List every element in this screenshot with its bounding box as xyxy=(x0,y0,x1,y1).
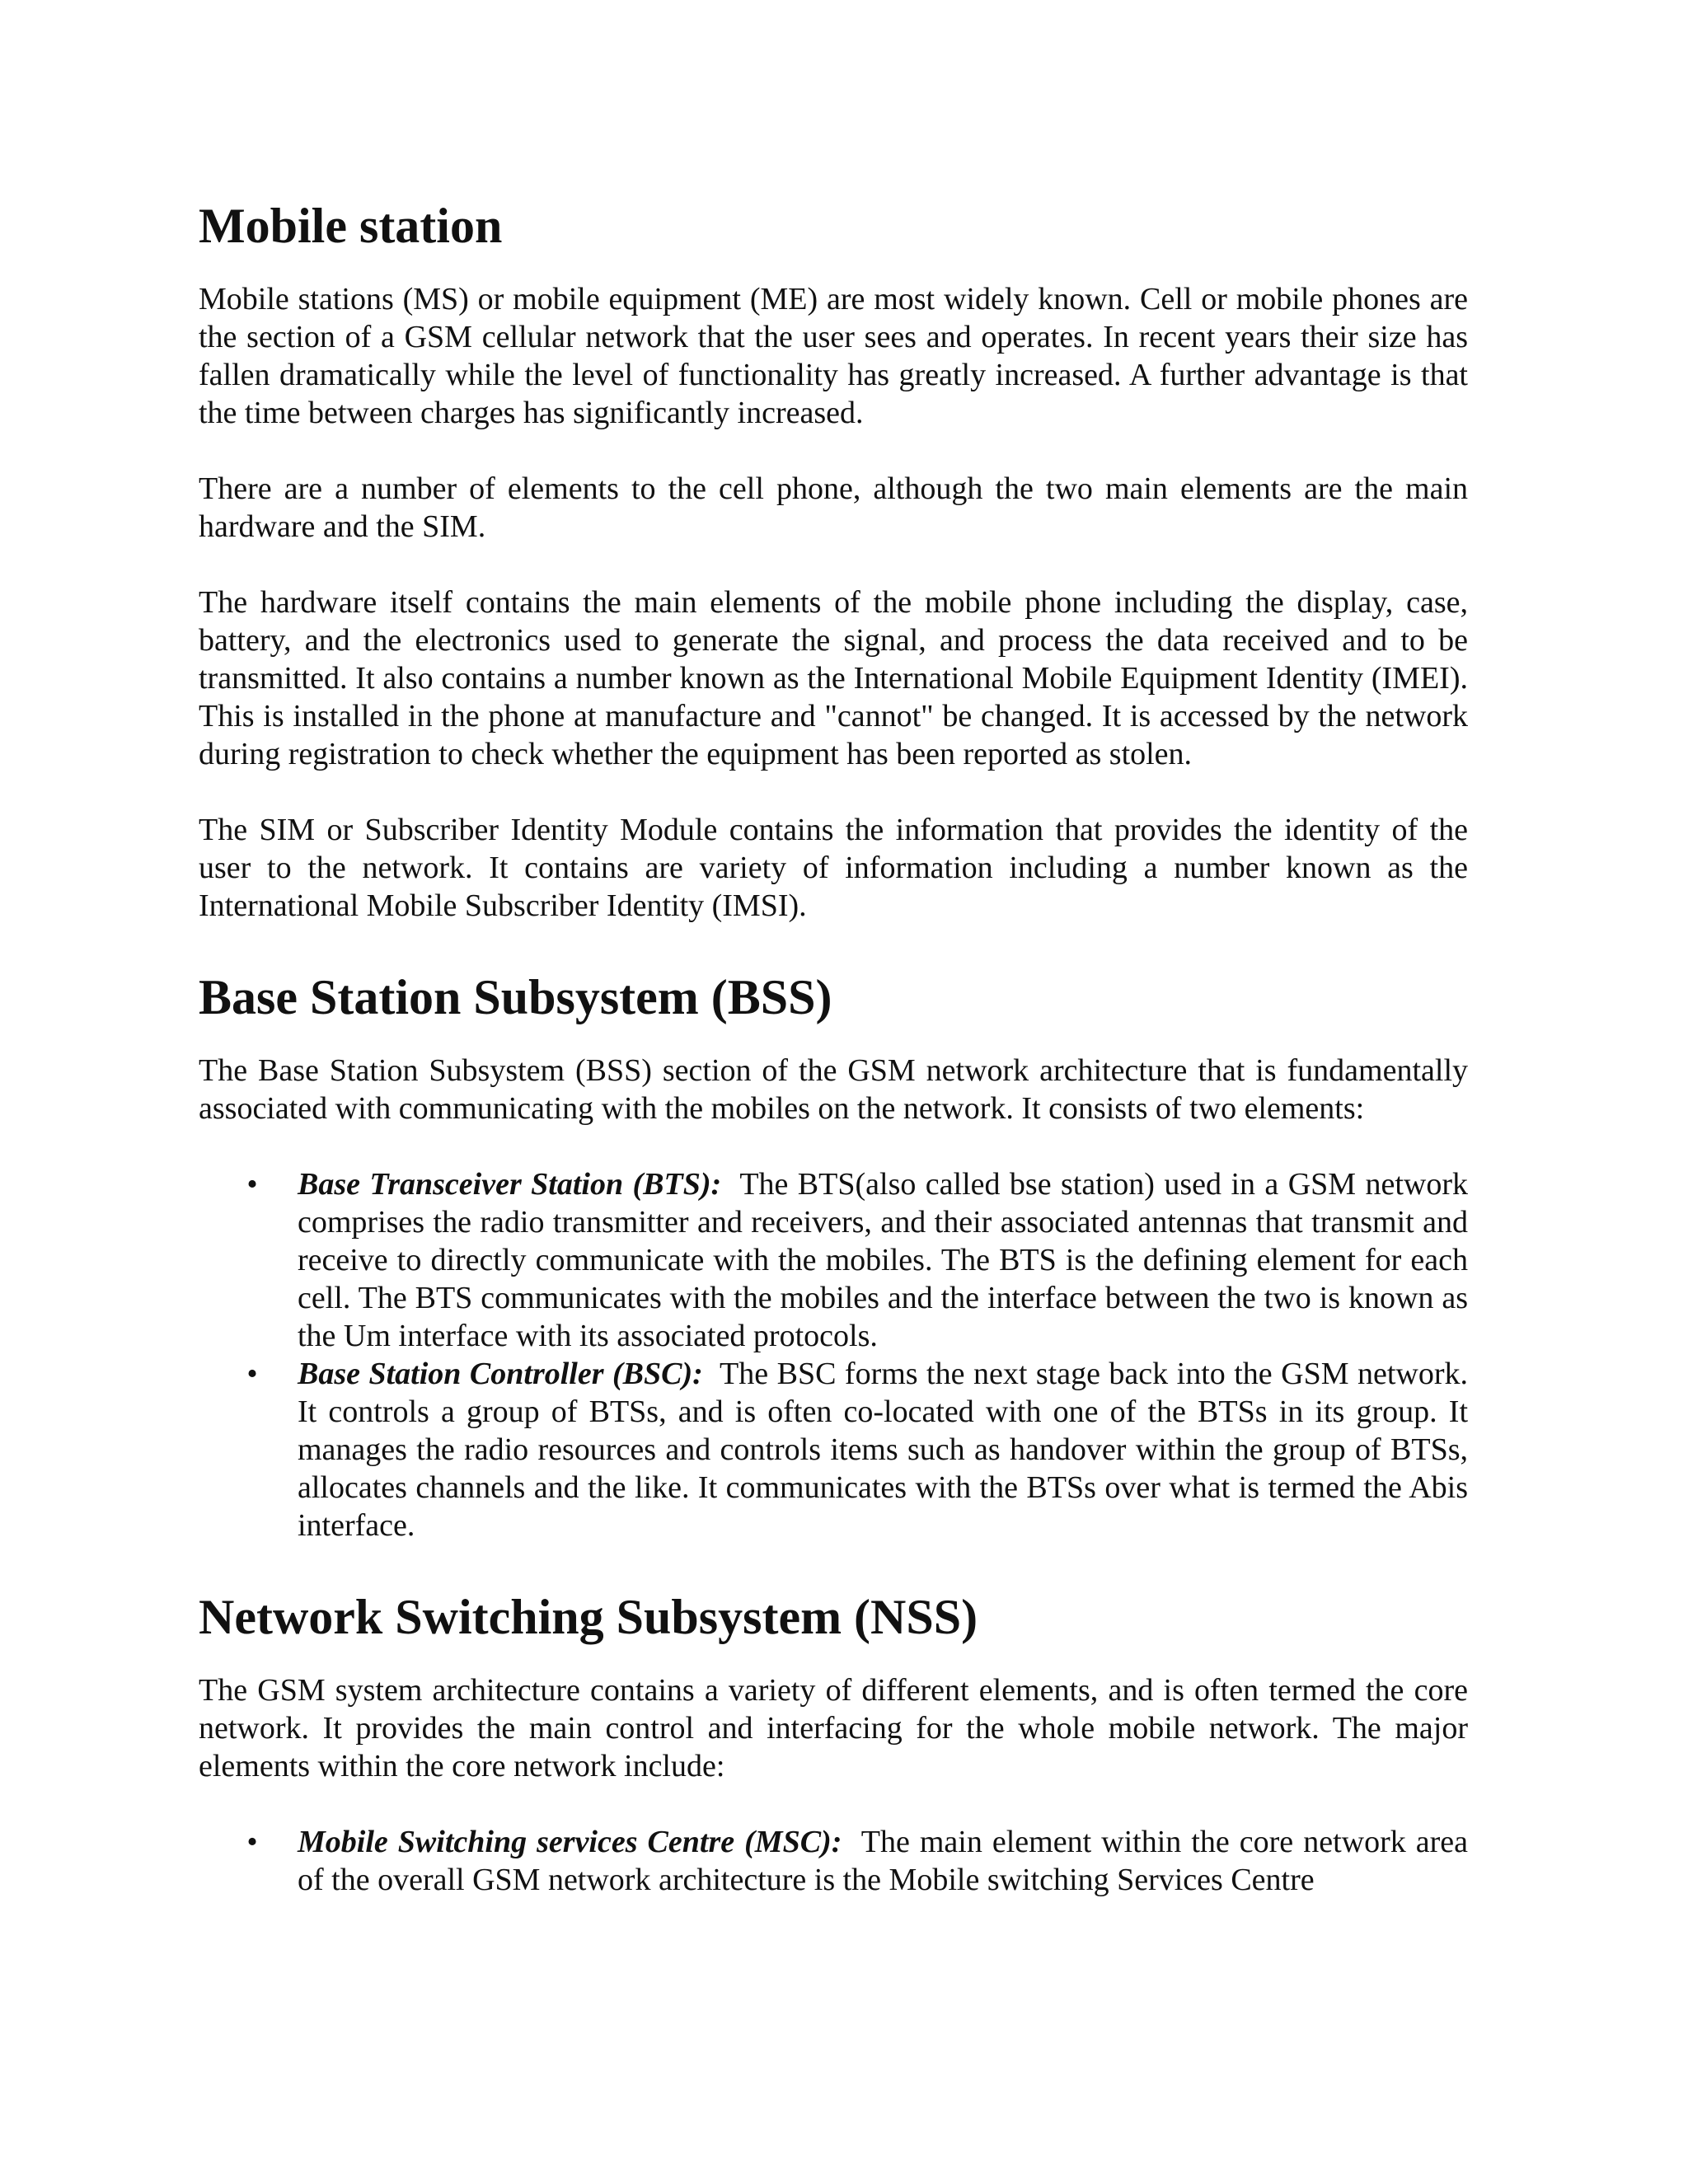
description-msc: The main element within the core network area of the overall GSM network architecture is the Mobile switching Services Centre xyxy=(298,1825,1476,1897)
heading-mobile-station: Mobile station xyxy=(199,199,503,253)
heading-bss: Base Station Subsystem (BSS) xyxy=(199,970,832,1024)
paragraph-ms-sim: The SIM or Subscriber Identity Module contains the information that provides the identity of the user to the network. It contains are variety of information including a number known as the International Mobile Subscriber Identity (IMSI). xyxy=(199,813,1468,923)
bullet-icon: • xyxy=(246,1357,258,1391)
section-mobile-station xyxy=(199,194,1468,925)
nss-element-list xyxy=(199,1823,1476,1899)
heading-nss: Network Switching Subsystem (NSS) xyxy=(199,1590,978,1644)
paragraph-bss-intro: The Base Station Subsystem (BSS) section of the GSM network architecture that is fundamentally associated with communicating with the mobiles on the network. It consists of two elements: xyxy=(199,1053,1468,1126)
section-bss xyxy=(199,966,1476,1544)
section-nss xyxy=(199,1586,1476,1899)
paragraph-ms-hardware: The hardware itself contains the main elements of the mobile phone including the display, case, battery, and the electronics used to generate the signal, and process the data received and to be transmitted. It also contains a number known as the International Mobile Equipment Identity (IMEI). This is installed in the phone at manufacture and "cannot" be changed. It is accessed by the network during registration to check whether the equipment has been reported as stolen. xyxy=(199,585,1468,771)
term-bts: Base Transceiver Station (BTS): xyxy=(298,1167,722,1202)
term-msc: Mobile Switching services Centre (MSC): xyxy=(298,1825,842,1859)
list-item-bsc xyxy=(199,1355,1476,1544)
document-page xyxy=(199,194,1476,1899)
list-item-msc xyxy=(199,1823,1476,1899)
description-bsc: The BSC forms the next stage back into the GSM network. It controls a group of BTSs, and is often co-located with one of the BTSs in its group. It manages the radio resources and controls items such as handover within the group of BTSs, allocates channels and the like. It communicates with the BTSs over what is termed the Abis interface. xyxy=(298,1357,1476,1543)
paragraph-ms-intro: Mobile stations (MS) or mobile equipment (ME) are most widely known. Cell or mobile phones are the section of a GSM cellular network that the user sees and operates. In recent years their size has fallen dramatically while the level of functionality has greatly increased. A further advantage is that the time between charges has significantly increased. xyxy=(199,282,1468,430)
term-bsc: Base Station Controller (BSC): xyxy=(298,1357,703,1391)
paragraph-ms-elements: There are a number of elements to the cell phone, although the two main elements are the main hardware and the SIM. xyxy=(199,471,1468,544)
bss-element-list xyxy=(199,1165,1476,1544)
paragraph-nss-intro: The GSM system architecture contains a variety of different elements, and is often termed the core network. It provides the main control and interfacing for the whole mobile network. The major elements within the core network include: xyxy=(199,1673,1468,1783)
bullet-icon: • xyxy=(246,1825,258,1859)
list-item-bts xyxy=(199,1165,1476,1355)
description-bts: The BTS(also called bse station) used in a GSM network comprises the radio transmitter and receivers, and their associated antennas that transmit and receive to directly communicate with the mobiles. The BTS is the defining element for each cell. The BTS communicates with the mobiles and the interface between the two is known as the Um interface with its associated protocols. xyxy=(298,1167,1476,1353)
bullet-icon: • xyxy=(246,1167,258,1202)
